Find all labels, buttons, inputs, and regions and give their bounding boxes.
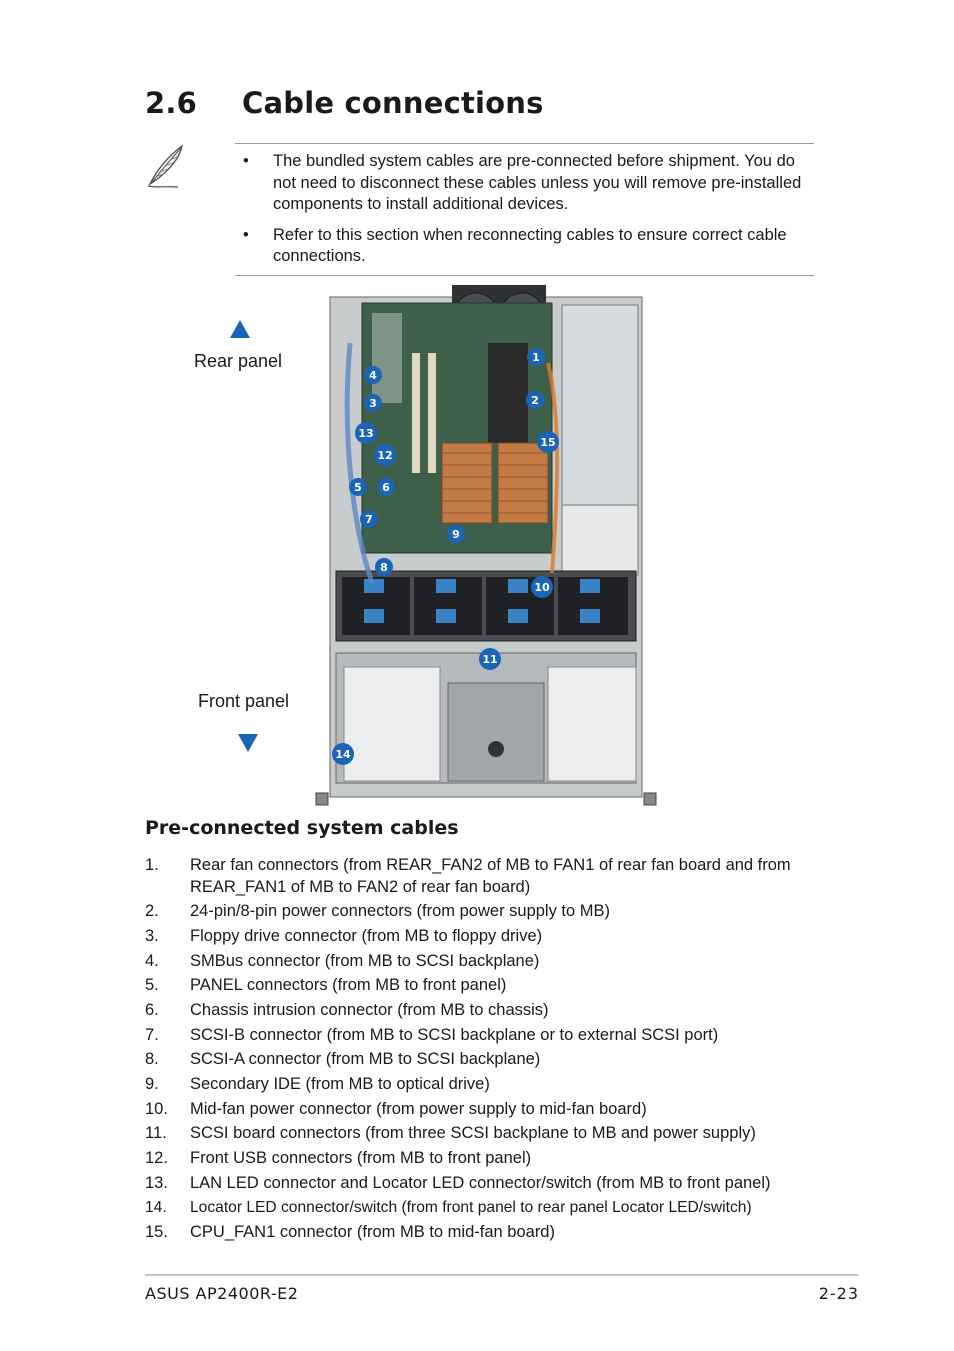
callout-13	[355, 422, 377, 444]
item-text: 24-pin/8-pin power connectors (from power supply to MB)	[190, 902, 611, 921]
item-number: 9.	[145, 1075, 159, 1093]
footer-product-name: ASUS AP2400R-E2	[145, 1284, 299, 1303]
item-text: Rear fan connectors (from REAR_FAN2 of MB to FAN1 of rear fan board and from REAR_FAN1 of MB to FAN2 of rear fan board)	[190, 856, 791, 896]
svg-text:1: 1	[532, 351, 540, 364]
item-text: Mid-fan power connector (from power supply to mid-fan board)	[190, 1099, 647, 1118]
item-text: Secondary IDE (from MB to optical drive)	[190, 1075, 490, 1093]
note-pen-icon	[142, 142, 190, 190]
item-text: SCSI-A connector (from MB to SCSI backplane)	[190, 1050, 541, 1069]
item-text: Front USB connectors (from MB to front panel)	[190, 1149, 532, 1168]
item-text: CPU_FAN1 connector (from MB to mid-fan board)	[190, 1223, 555, 1242]
svg-text:11: 11	[482, 653, 498, 666]
list-item	[145, 975, 825, 997]
front-panel-label: Front panel	[198, 691, 290, 711]
list-item	[145, 1222, 825, 1244]
list-item	[145, 1197, 825, 1219]
footer-rule	[145, 1274, 859, 1276]
svg-text:15: 15	[540, 436, 556, 449]
item-number: 12.	[145, 1149, 168, 1168]
item-number: 15.	[145, 1223, 168, 1242]
section-title: Cable connections	[242, 86, 544, 120]
list-item	[145, 1173, 825, 1195]
bullet: •	[243, 225, 249, 244]
footer-page-number: 2-23	[818, 1284, 859, 1303]
callout-6	[377, 478, 395, 496]
section-number: 2.6	[145, 86, 197, 120]
callout-2	[526, 391, 544, 409]
svg-text:4: 4	[369, 369, 377, 382]
item-number: 3.	[145, 926, 159, 945]
callout-9	[447, 525, 465, 543]
callout-8	[375, 558, 393, 576]
callout-12	[374, 444, 396, 466]
item-number: 11.	[145, 1124, 167, 1143]
callout-11	[479, 648, 501, 670]
note-text: Refer to this section when reconnecting cables to ensure correct cable connections.	[273, 225, 787, 265]
svg-text:13: 13	[358, 427, 374, 440]
list-item	[145, 951, 825, 973]
list-item	[145, 855, 825, 898]
svg-text:2: 2	[531, 394, 539, 407]
svg-text:10: 10	[534, 581, 550, 594]
list-item	[145, 1148, 825, 1170]
list-item	[145, 1074, 825, 1096]
note-item	[243, 151, 813, 216]
callout-14	[332, 743, 354, 765]
list-item	[145, 1099, 825, 1121]
note-bottom-rule	[235, 275, 814, 276]
item-number: 10.	[145, 1099, 168, 1118]
section-heading	[145, 86, 544, 120]
list-item	[145, 1025, 825, 1047]
item-text: LAN LED connector and Locator LED connector/switch (from MB to front panel)	[190, 1173, 771, 1192]
item-text: PANEL connectors (from MB to front panel)	[190, 976, 507, 995]
svg-text:5: 5	[354, 481, 362, 494]
note-list	[243, 151, 813, 277]
list-item	[145, 1123, 825, 1145]
rear-arrow-icon	[230, 320, 250, 338]
bullet: •	[243, 152, 249, 170]
cable-list	[145, 855, 825, 1247]
callout-4	[364, 366, 382, 384]
note-top-rule	[235, 143, 814, 144]
svg-text:12: 12	[377, 449, 393, 462]
item-number: 8.	[145, 1050, 159, 1069]
svg-text:3: 3	[369, 397, 377, 410]
list-item	[145, 926, 825, 948]
list-item	[145, 901, 825, 923]
front-arrow-icon	[238, 734, 258, 752]
callout-3	[364, 394, 382, 412]
item-number: 5.	[145, 976, 159, 995]
item-number: 7.	[145, 1025, 159, 1044]
item-text: SCSI board connectors (from three SCSI backplane to MB and power supply)	[190, 1124, 756, 1143]
svg-text:7: 7	[365, 513, 373, 526]
list-item	[145, 1000, 825, 1022]
item-number: 14.	[145, 1199, 167, 1217]
item-number: 13.	[145, 1173, 168, 1192]
item-number: 4.	[145, 951, 159, 970]
chassis-photo	[312, 283, 657, 808]
callout-5	[349, 478, 367, 496]
svg-text:14: 14	[335, 748, 351, 761]
item-text: SMBus connector (from MB to SCSI backplane)	[190, 951, 540, 970]
item-number: 2.	[145, 902, 159, 921]
list-heading: Pre-connected system cables	[145, 817, 459, 839]
svg-text:6: 6	[382, 481, 390, 494]
item-number: 6.	[145, 1000, 159, 1019]
item-text: SCSI-B connector (from MB to SCSI backplane or to external SCSI port)	[190, 1025, 719, 1044]
item-text: Locator LED connector/switch (from front panel to rear panel Locator LED/switch)	[190, 1199, 752, 1217]
callout-7	[360, 510, 378, 528]
callout-10	[531, 576, 553, 598]
svg-text:8: 8	[380, 561, 388, 574]
rear-panel-label: Rear panel	[194, 351, 283, 371]
item-number: 1.	[145, 856, 159, 874]
note-item	[243, 225, 813, 268]
item-text: Chassis intrusion connector (from MB to chassis)	[190, 1000, 549, 1019]
item-text: Floppy drive connector (from MB to floppy drive)	[190, 926, 543, 945]
list-item	[145, 1049, 825, 1071]
callout-1	[527, 348, 545, 366]
svg-text:9: 9	[452, 528, 460, 541]
callout-15	[537, 431, 559, 453]
note-text: The bundled system cables are pre-connected before shipment. You do not need to disconnect these cables unless you will remove pre-installed components to install additional devices.	[273, 152, 802, 213]
